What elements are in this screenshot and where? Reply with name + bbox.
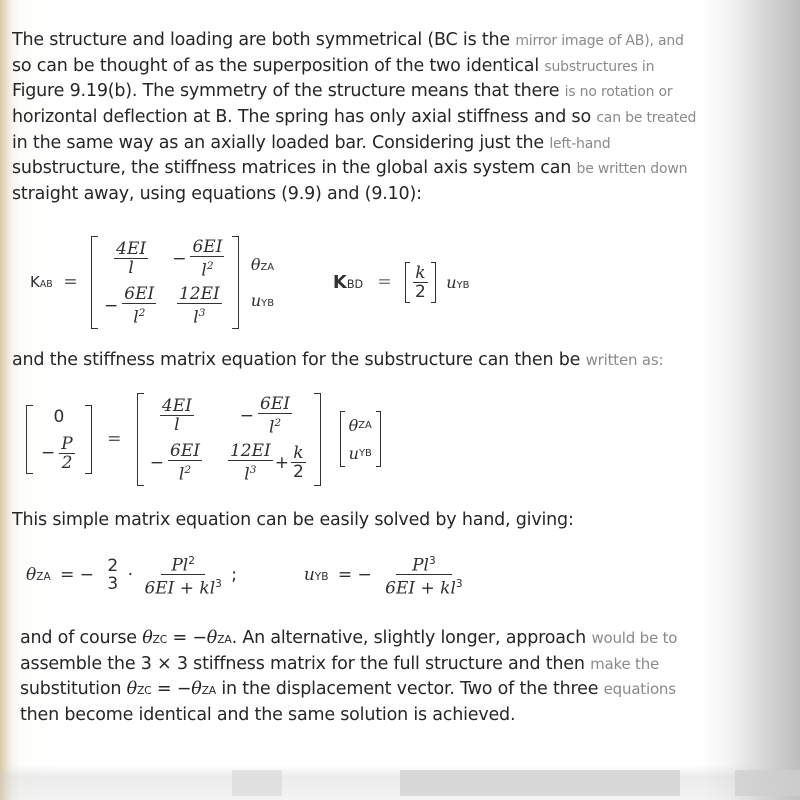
text-line [12, 105, 696, 131]
line-text: straight away, using equations (9.9) and (9.10): [12, 184, 422, 205]
load-vector [26, 405, 92, 474]
math-symbol: θ [126, 679, 137, 700]
line-text-faded: be written down [576, 161, 688, 178]
numerator: P [61, 433, 73, 454]
denominator: $l^2$ [133, 307, 146, 328]
row-label-base: θ [250, 254, 261, 274]
matrix-cell [150, 397, 204, 434]
numerator: 12EI [178, 284, 220, 305]
inline-math [191, 679, 216, 699]
fraction [160, 397, 194, 434]
minus-sign: − [104, 295, 119, 316]
numerator: 12EI [229, 441, 271, 462]
math-subscript: ZC [136, 684, 152, 698]
matrix-value: 0 [53, 406, 65, 427]
matrix-cell [226, 395, 308, 436]
vector-entry [349, 416, 372, 435]
solution-equations [26, 552, 467, 598]
math-subscript: ZC [152, 633, 168, 646]
inline-math [142, 628, 167, 648]
intro-paragraph [12, 28, 696, 208]
inline-math [127, 679, 152, 699]
vector-entry-base: θ [348, 415, 359, 435]
text-line [12, 79, 696, 105]
matrix-cell [104, 240, 158, 277]
numerator: 4EI [161, 396, 192, 417]
text-line [12, 54, 696, 80]
row-label [251, 291, 274, 310]
fraction [291, 444, 306, 481]
numerator: 6EI [124, 284, 155, 305]
conclusion-paragraph [20, 626, 677, 729]
numerator: k [293, 443, 304, 464]
kbd-label: KBD [332, 271, 364, 293]
line-text-faded: equations [603, 680, 676, 699]
equals-sign: = [107, 429, 122, 450]
row-label-base: u [250, 290, 262, 310]
exponent: 2 [206, 260, 214, 272]
numerator: 6EI [170, 441, 200, 462]
line-text: = − [151, 679, 192, 700]
kab-matrix [91, 236, 239, 329]
line-text: . An alternative, slightly longer, approach [231, 628, 592, 648]
line-text: substitution [20, 679, 127, 700]
page-edge-shadow [232, 770, 282, 796]
exponent: 2 [274, 417, 282, 429]
line-text-faded: would be to [591, 629, 678, 647]
kab-label: KAB [30, 273, 53, 292]
text-line [20, 703, 677, 729]
line-text: in the same way as an axially loaded bar. Considering just the [12, 132, 550, 153]
line-text-faded: mirror image of AB), and [515, 33, 684, 49]
line-text: Figure 9.19(b). The symmetry of the structure means that there [12, 81, 565, 102]
denominator: $l^3$ [193, 307, 206, 328]
u-yb-solution: uYB = − $\frac{Pl^3}{6EI + kl^3}$ [304, 565, 467, 585]
vector-entry-sub: ZA [358, 419, 372, 431]
line-text: horizontal deflection at B. The spring has only axial stiffness and so [12, 107, 597, 128]
equals-sign: = [377, 272, 392, 293]
kbd-row-label: uYB [446, 272, 470, 292]
matrix-cell [41, 407, 77, 427]
line-text-faded: left-hand [549, 135, 611, 152]
row-label-sub: ZA [260, 261, 275, 273]
minus-sign: − [41, 443, 56, 464]
denominator: $l^2$ [268, 417, 282, 438]
math-symbol: θ [206, 628, 218, 648]
exponent: 3 [249, 464, 257, 477]
row-label-sub: YB [261, 297, 275, 309]
fraction [114, 240, 148, 277]
numerator: 6EI [192, 237, 223, 257]
fraction [258, 395, 292, 436]
numerator: 6EI [260, 394, 290, 414]
text-line [20, 652, 677, 678]
line-text: so can be thought of as the superposition of the two identical [12, 55, 545, 76]
denominator: l [174, 415, 180, 436]
vector-entry-base: u [348, 443, 359, 463]
line-text: then become identical and the same solution is achieved. [20, 705, 516, 726]
fraction [59, 435, 74, 472]
denominator: l [128, 258, 134, 279]
line-text-faded: is no rotation or [564, 84, 673, 101]
text-line [12, 131, 696, 157]
matrix-cell [172, 285, 226, 326]
line-text: substructure, the stiffness matrices in the global axis system can [12, 158, 577, 179]
kbd-matrix: $\frac{k}{2}$ [405, 262, 436, 303]
exponent: 2 [138, 307, 146, 320]
exponent: 2 [184, 464, 192, 477]
fraction [168, 442, 202, 483]
matrix-cell [172, 238, 226, 279]
minus-sign: − [172, 248, 187, 269]
fraction [228, 442, 273, 483]
line-text: and of course [20, 628, 143, 648]
fraction [190, 238, 224, 279]
substructure-matrix-equation [26, 393, 381, 486]
displacement-vector [340, 411, 381, 467]
line-text-faded: make the [590, 654, 660, 673]
line-text-faded: can be treated [596, 110, 697, 127]
equals-sign: = [63, 272, 78, 293]
line-text-faded: substructures in [544, 58, 655, 75]
fraction [177, 285, 222, 326]
text-line [20, 677, 677, 703]
transition-paragraph: and the stiffness matrix equation for the substructure can then be written as: [12, 350, 664, 370]
theta-za-solution: θZA = − 2 3 · $\frac{Pl^2}{6EI + kl^3}$ ; [26, 565, 242, 585]
matrix-cell [41, 435, 77, 472]
solution-intro-paragraph: This simple matrix equation can be easily solved by hand, giving: [12, 510, 574, 530]
vector-entry-sub: YB [358, 447, 372, 459]
line-text: The structure and loading are both symmetrical (BC is the [12, 30, 516, 50]
minus-sign: − [149, 452, 165, 473]
row-label [251, 255, 274, 274]
stiffness-matrices-equation [30, 236, 469, 329]
text-line [20, 626, 677, 652]
line-text: = − [167, 628, 207, 648]
denominator: 2 [61, 452, 73, 473]
exponent: 3 [198, 307, 206, 320]
line-text: assemble the 3 × 3 stiffness matrix for the full structure and then [20, 653, 591, 674]
math-symbol: θ [191, 679, 202, 700]
page-edge-shadow [400, 770, 680, 796]
minus-sign: − [239, 405, 255, 426]
kab-row-labels [251, 246, 274, 318]
math-symbol: θ [142, 628, 153, 648]
matrix-cell [104, 285, 158, 326]
stiffness-matrix [137, 393, 321, 486]
denominator: $l^2$ [178, 464, 192, 485]
inline-math [207, 628, 232, 648]
line-text: in the displacement vector. Two of the three [216, 679, 604, 700]
fraction [122, 285, 156, 326]
numerator: 4EI [116, 239, 147, 260]
text-line [12, 156, 696, 182]
math-subscript: ZA [217, 633, 232, 646]
math-subscript: ZA [201, 684, 217, 698]
page-edge-shadow [735, 770, 800, 796]
matrix-cell [150, 442, 204, 483]
matrix-cell [226, 442, 308, 483]
denominator: $l^3$ [244, 464, 257, 485]
text-line [12, 182, 696, 208]
text-line [12, 28, 696, 54]
vector-entry [349, 444, 372, 463]
denominator: $l^2$ [201, 260, 214, 281]
denominator: 2 [292, 462, 304, 483]
plus-sign: + [274, 452, 289, 473]
